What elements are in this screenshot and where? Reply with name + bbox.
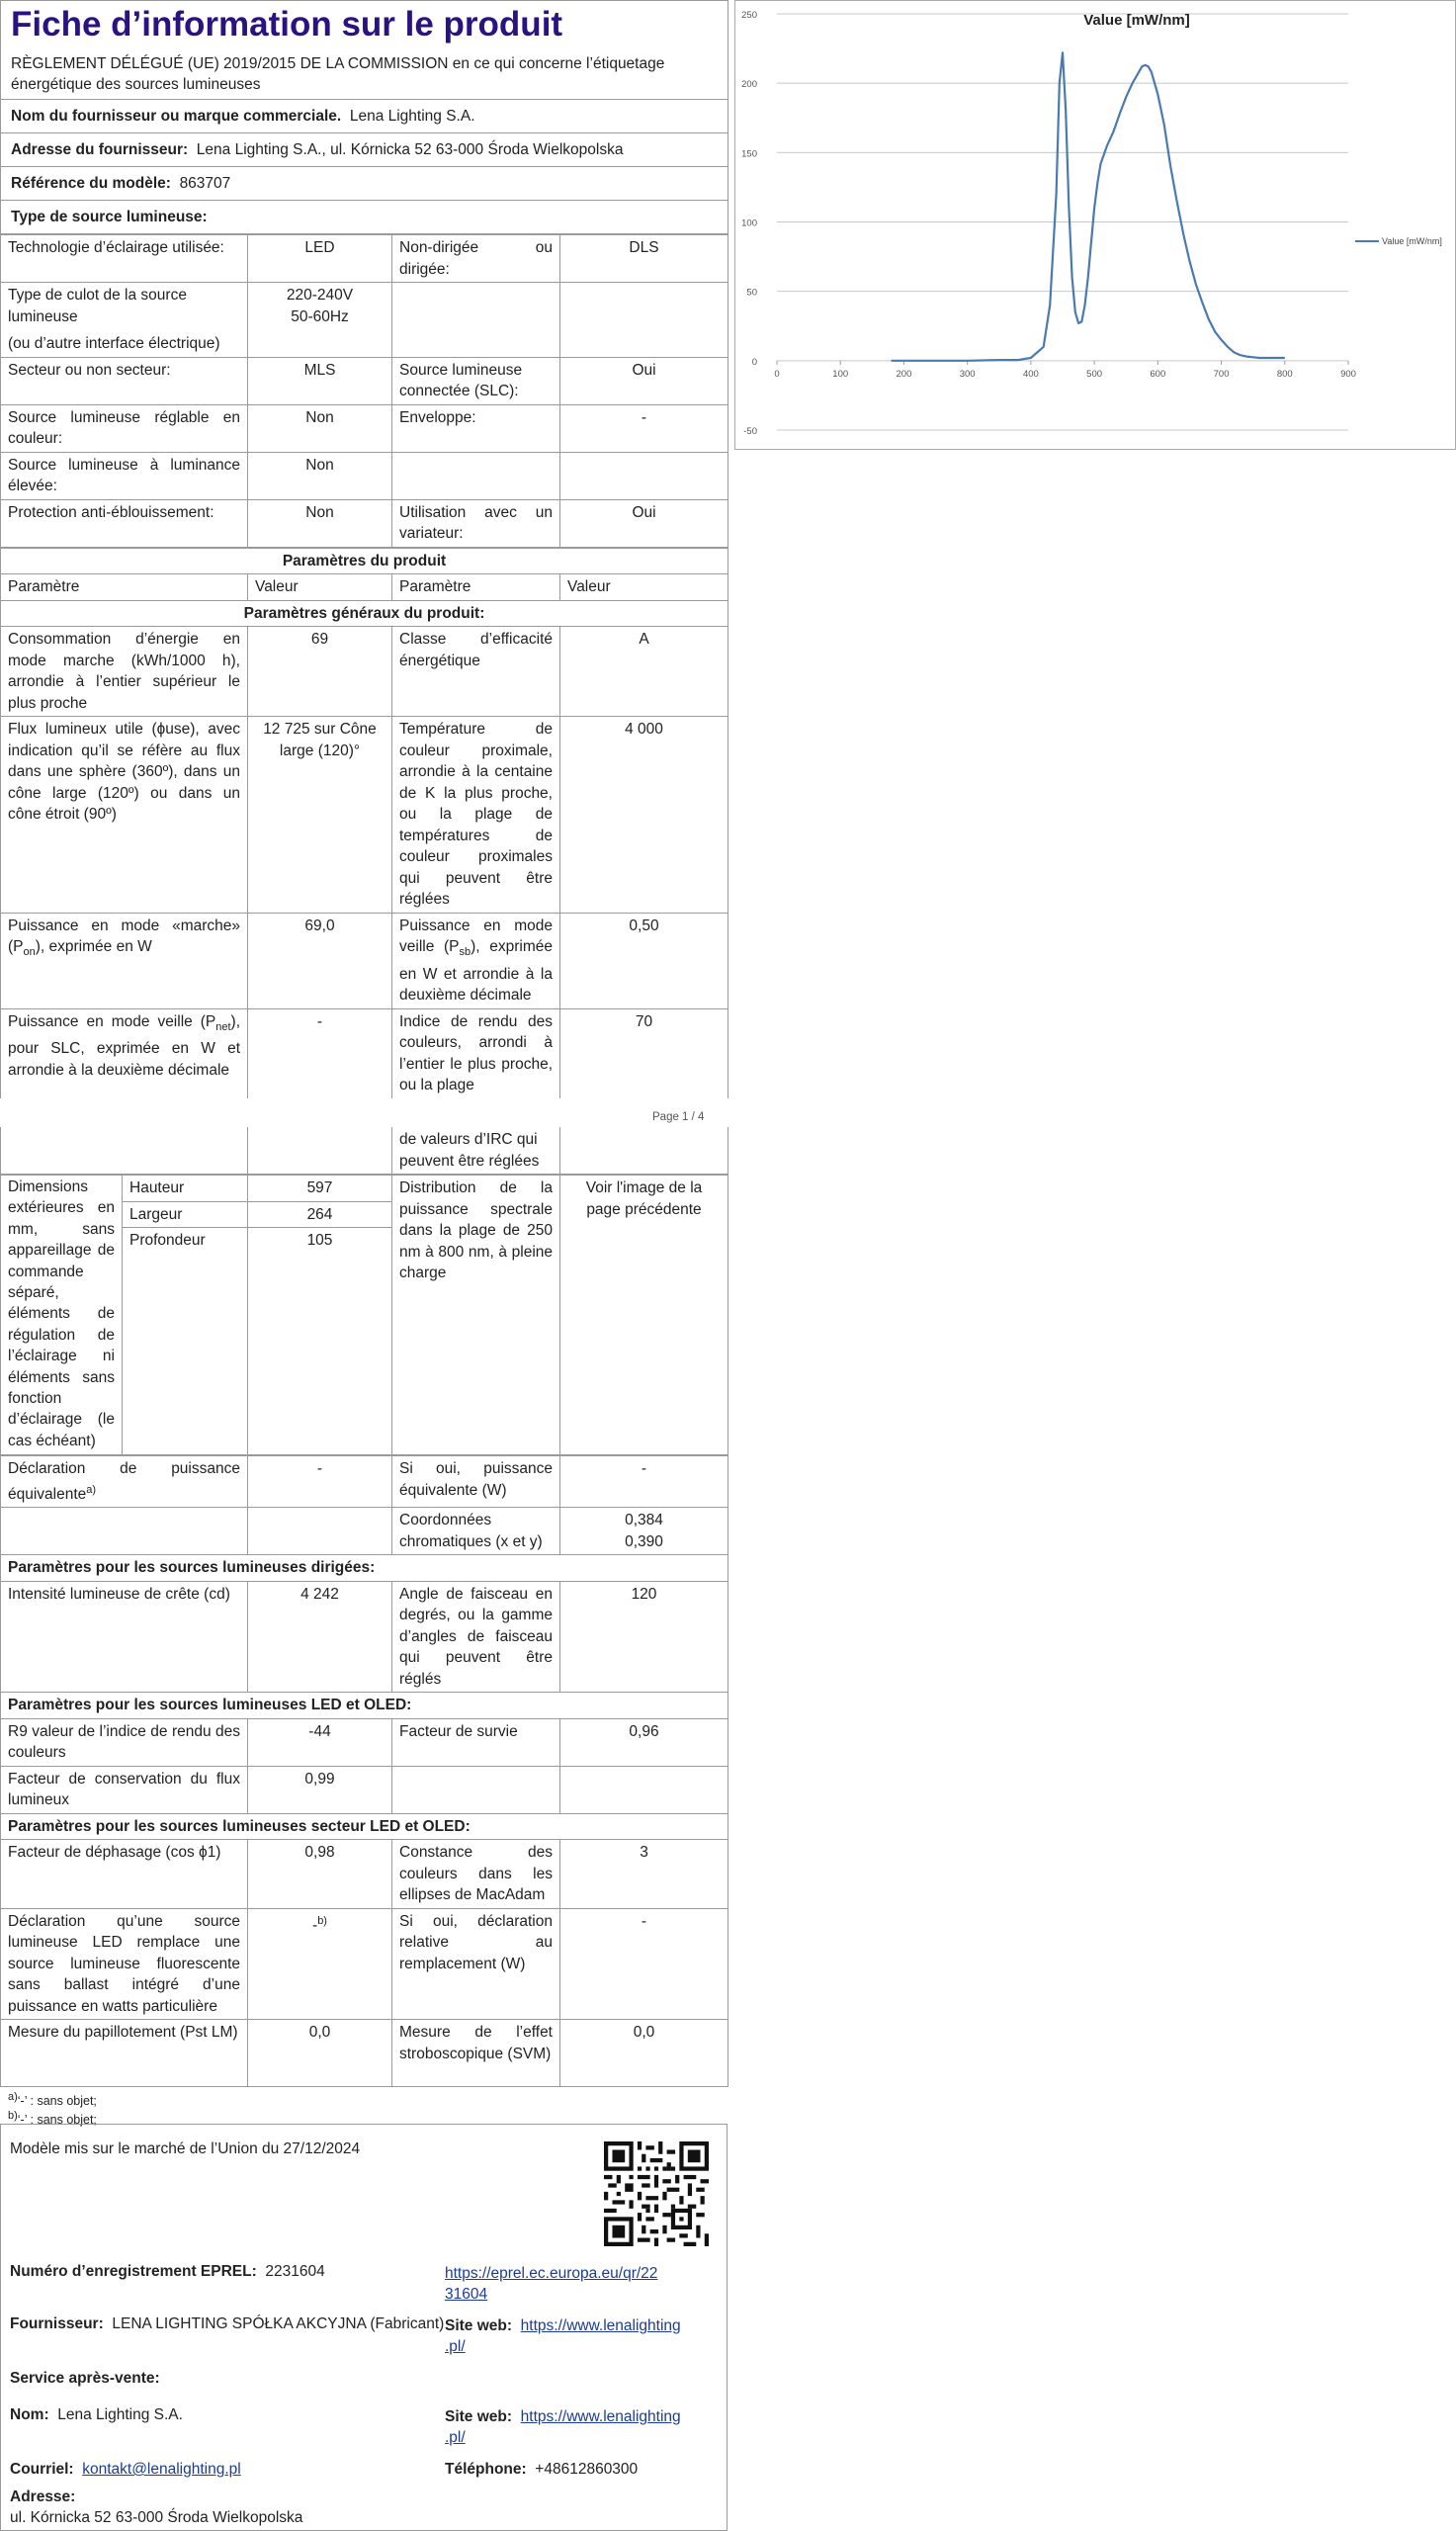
x-tick-label: 900	[1340, 368, 1356, 380]
y-tick-label: 250	[741, 10, 757, 21]
footnote-a: $^{a)}$‘-’ : sans objet;	[8, 2091, 97, 2109]
r9-label: R9 valeur de l’indice de rendu des couleurs	[1, 1718, 248, 1766]
model-reference-label: Référence du modèle:	[11, 175, 171, 192]
service-website-link[interactable]: https://www.lenalighting	[520, 2408, 681, 2425]
beam-angle-value: 120	[560, 1581, 728, 1693]
dimensions-label: Dimensions extérieures en mm, sans appareillage de commande séparé, éléments de régulation de l’éclairage ni éléments sans fonction d’éclairage (le cas échéant)	[1, 1176, 123, 1455]
type-label: Utilisation avec un variateur:	[392, 499, 560, 547]
type-value: Oui	[560, 499, 728, 547]
type-value: LED	[248, 235, 392, 283]
email-link[interactable]: kontakt@lenalighting.pl	[82, 2461, 241, 2478]
luminous-flux-value: 12 725 sur Cône large (120)°	[248, 717, 392, 914]
equivalent-table	[0, 1455, 728, 2087]
survival-factor-value: 0,96	[560, 1718, 728, 1766]
x-tick-label: 0	[774, 368, 780, 380]
empty-cell	[560, 1127, 728, 1175]
empty-cell	[248, 1127, 392, 1175]
x-tick-label: 700	[1213, 368, 1230, 380]
continued-table	[0, 1127, 728, 1175]
width-value: 264	[248, 1201, 392, 1228]
color-temperature-value: 4 000	[560, 717, 728, 914]
height-value: 597	[248, 1176, 392, 1202]
supplier-name-value: Lena Lighting S.A.	[349, 108, 475, 125]
header-table	[0, 0, 728, 234]
supplier-website: Site web: https://www.lenalighting .pl/	[445, 2317, 681, 2355]
column-header-value: Valeur	[560, 574, 728, 601]
page-number: Page 1 / 4	[652, 1111, 705, 1123]
service-website-link[interactable]: .pl/	[445, 2429, 466, 2446]
x-tick-label: 100	[832, 368, 849, 380]
replacement-claim-label: Si oui, déclaration relative au remplacement (W)	[392, 1908, 560, 2020]
equivalent-power-declaration-label: Déclaration de puissance équivalente$^{a)}$	[1, 1456, 248, 1508]
type-label: (ou d’autre interface électrique)	[8, 335, 220, 352]
on-mode-power-label: Puissance en mode «marche» $(P_{on})$, exprimée en W	[1, 913, 248, 1008]
standby-power-value: 0,50	[560, 913, 728, 1008]
color-rendering-value: 70	[560, 1008, 728, 1098]
model-reference-value: 863707	[179, 175, 231, 192]
service-address-value: ul. Kórnicka 52 63-000 Środa Wielkopolska	[10, 2509, 303, 2526]
product-parameters-heading: Paramètres du produit	[1, 548, 728, 574]
type-row	[1, 283, 728, 358]
column-header-parameter: Paramètre	[392, 574, 560, 601]
type-label: Technologie d’éclairage utilisée:	[1, 235, 248, 283]
consumption-label: Consommation d’énergie en mode marche (kWh/1000 h), arrondie à l’entier supérieur le plus proche	[1, 627, 248, 717]
y-tick-label: 200	[741, 79, 757, 91]
dimensions-table	[0, 1175, 728, 1455]
column-header-value: Valeur	[248, 574, 392, 601]
standby-power-label: Puissance en mode veille $(P_{sb})$, exprimée en W et arrondie à la deuxième décimale	[392, 913, 560, 1008]
empty-cell	[392, 452, 560, 499]
chromaticity-label: Coordonnées chromatiques (x et y)	[392, 1508, 560, 1555]
beam-angle-label: Angle de faisceau en degrés, ou la gamme d’angles de faisceau qui peuvent être réglés	[392, 1581, 560, 1693]
peak-intensity-value: 4 242	[248, 1581, 392, 1693]
eprel-registration: Numéro d’enregistrement EPREL: 2231604	[10, 2263, 325, 2280]
equivalent-power-declaration-value: -	[248, 1456, 392, 1508]
type-row	[1, 404, 728, 452]
page-title: Fiche d’information sur le produit	[11, 5, 563, 44]
x-tick-label: 200	[896, 368, 912, 380]
equivalent-power-value: -	[560, 1456, 728, 1508]
spectral-chart	[734, 0, 1456, 450]
supplier-info: Fournisseur: LENA LIGHTING SPÓŁKA AKCYJNA (Fabricant)	[10, 2315, 445, 2332]
type-label: Type de culot de la source lumineuse	[8, 287, 187, 325]
y-tick-label: 100	[741, 218, 757, 229]
type-value: Non	[248, 452, 392, 499]
height-label: Hauteur	[123, 1176, 248, 1202]
flicker-label: Mesure du papillotement (Pst LM)	[1, 2020, 248, 2087]
spectral-distribution-value: Voir l'image de la page précédente	[560, 1176, 728, 1455]
type-value: MLS	[248, 357, 392, 404]
chart-title: Value [mW/nm]	[1083, 12, 1190, 29]
type-row	[1, 357, 728, 404]
luminous-flux-label: Flux lumineux utile (ɸuse), avec indication qu’il se réfère au flux dans une sphère (360º), dans un cône large (120º) ou dans un cône étroit (90º)	[1, 717, 248, 914]
light-source-type-heading: Type de source lumineuse:	[1, 201, 728, 234]
type-label: Non-dirigée ou dirigée:	[392, 235, 560, 283]
replacement-declaration-value: -$^{b)}$	[248, 1908, 392, 2020]
color-rendering-label-continued: de valeurs d’IRC qui peuvent être réglées	[392, 1127, 560, 1175]
network-standby-power-value: -	[248, 1008, 392, 1098]
on-mode-power-value: 69,0	[248, 913, 392, 1008]
power-factor-value: 0,98	[248, 1840, 392, 1909]
empty-cell	[248, 1508, 392, 1555]
empty-cell	[560, 1766, 728, 1813]
type-value: Non	[248, 499, 392, 547]
flux-maintenance-label: Facteur de conservation du flux lumineux	[1, 1766, 248, 1813]
general-parameters-heading: Paramètres généraux du produit:	[1, 600, 728, 627]
type-row	[1, 499, 728, 547]
network-standby-power-label: Puissance en mode veille $(P_{net})$, pour SLC, exprimée en W et arrondie à la deuxième décimale	[1, 1008, 248, 1098]
stroboscopic-label: Mesure de l’effet stroboscopique (SVM)	[392, 2020, 560, 2087]
r9-value: -44	[248, 1718, 392, 1766]
after-sales-heading: Service après-vente:	[10, 2370, 160, 2387]
x-tick-label: 500	[1086, 368, 1103, 380]
empty-cell	[1, 1127, 248, 1175]
equivalent-power-label: Si oui, puissance équivalente (W)	[392, 1456, 560, 1508]
spectral-chart-svg	[735, 1, 1455, 449]
color-rendering-label: Indice de rendu des couleurs, arrondi à l’entier le plus proche, ou la plage	[392, 1008, 560, 1098]
supplier-name-label: Nom du fournisseur ou marque commerciale.	[11, 108, 342, 125]
directed-heading: Paramètres pour les sources lumineuses dirigées:	[1, 1555, 728, 1582]
empty-cell	[560, 452, 728, 499]
type-label: Source lumineuse à luminance élevée:	[1, 452, 248, 499]
series-line	[892, 52, 1285, 361]
depth-label: Profondeur	[123, 1228, 248, 1455]
type-row	[1, 452, 728, 499]
spectral-distribution-label: Distribution de la puissance spectrale dans la plage de 250 nm à 800 nm, à pleine charge	[392, 1176, 560, 1455]
supplier-address-label: Adresse du fournisseur:	[11, 141, 189, 158]
type-value: DLS	[560, 235, 728, 283]
y-tick-label: 150	[741, 148, 757, 160]
type-label: Enveloppe:	[392, 404, 560, 452]
type-value: -	[560, 404, 728, 452]
market-info-box	[0, 2124, 728, 2531]
chromaticity-x: 0,384	[625, 1512, 663, 1529]
type-row	[1, 235, 728, 283]
replacement-declaration-label: Déclaration qu’une source lumineuse LED remplace une source lumineuse fluorescente sans ballast intégré d’une puissance en watts particulière	[1, 1908, 248, 2020]
macadam-value: 3	[560, 1840, 728, 1909]
type-value: 220-240V	[286, 287, 354, 304]
energy-class-value: A	[560, 627, 728, 717]
type-value: Non	[248, 404, 392, 452]
peak-intensity-label: Intensité lumineuse de crête (cd)	[1, 1581, 248, 1693]
supplier-website-link[interactable]: .pl/	[445, 2338, 466, 2355]
footnote-b: $^{b)}$‘-’ : sans objet;	[8, 2110, 97, 2128]
type-value: Oui	[560, 357, 728, 404]
service-phone: Téléphone: +48612860300	[445, 2461, 639, 2478]
supplier-website-link[interactable]: https://www.lenalighting	[520, 2317, 681, 2334]
power-factor-label: Facteur de déphasage (cos ϕ1)	[1, 1840, 248, 1909]
led-heading: Paramètres pour les sources lumineuses LED et OLED:	[1, 1693, 728, 1719]
y-tick-label: -50	[743, 426, 757, 437]
consumption-value: 69	[248, 627, 392, 717]
color-temperature-label: Température de couleur proximale, arrondie à la centaine de K la plus proche, ou la plage de températures de couleur proximales qui peuvent être réglées	[392, 717, 560, 914]
flicker-value: 0,0	[248, 2020, 392, 2087]
survival-factor-label: Facteur de survie	[392, 1718, 560, 1766]
energy-class-label: Classe d’efficacité énergétique	[392, 627, 560, 717]
x-tick-label: 800	[1276, 368, 1293, 380]
product-parameters-table	[0, 548, 728, 1098]
type-value: 50-60Hz	[291, 307, 349, 325]
chromaticity-y: 0,390	[625, 1532, 663, 1550]
column-header-parameter: Paramètre	[1, 574, 248, 601]
service-website: Site web: https://www.lenalighting .pl/	[445, 2408, 681, 2446]
service-email: Courriel: kontakt@lenalighting.pl	[10, 2461, 241, 2478]
empty-cell	[392, 1766, 560, 1813]
y-tick-label: 0	[751, 356, 757, 368]
empty-cell	[392, 283, 560, 358]
empty-cell	[1, 1508, 248, 1555]
x-tick-label: 400	[1022, 368, 1039, 380]
light-source-type-table	[0, 234, 728, 548]
flux-maintenance-value: 0,99	[248, 1766, 392, 1813]
service-name: Nom: Lena Lighting S.A.	[10, 2406, 183, 2423]
depth-value: 105	[248, 1228, 392, 1455]
type-label: Source lumineuse réglable en couleur:	[1, 404, 248, 452]
regulation-text: RÈGLEMENT DÉLÉGUÉ (UE) 2019/2015 DE LA COMMISSION en ce qui concerne l’étiquetage énergétique des sources lumineuses	[11, 55, 665, 93]
market-placed-text: Modèle mis sur le marché de l’Union du 27/12/2024	[10, 2140, 361, 2157]
supplier-address-value: Lena Lighting S.A., ul. Kórnicka 52 63-000 Środa Wielkopolska	[196, 141, 624, 158]
x-tick-label: 300	[959, 368, 976, 380]
stroboscopic-value: 0,0	[560, 2020, 728, 2087]
macadam-label: Constance des couleurs dans les ellipses de MacAdam	[392, 1840, 560, 1909]
y-tick-label: 50	[746, 287, 757, 299]
empty-cell	[560, 283, 728, 358]
x-tick-label: 600	[1150, 368, 1166, 380]
qr-code	[604, 2141, 709, 2246]
width-label: Largeur	[123, 1201, 248, 1228]
type-label: Source lumineuse connectée (SLC):	[392, 357, 560, 404]
type-label: Protection anti-éblouissement:	[1, 499, 248, 547]
eprel-link[interactable]: https://eprel.ec.europa.eu/qr/22 31604	[445, 2265, 658, 2303]
legend-label: Value [mW/nm]	[1382, 236, 1442, 246]
service-address-label: Adresse:	[10, 2488, 76, 2505]
replacement-claim-value: -	[560, 1908, 728, 2020]
type-label: Secteur ou non secteur:	[1, 357, 248, 404]
mains-led-heading: Paramètres pour les sources lumineuses secteur LED et OLED:	[1, 1813, 728, 1840]
